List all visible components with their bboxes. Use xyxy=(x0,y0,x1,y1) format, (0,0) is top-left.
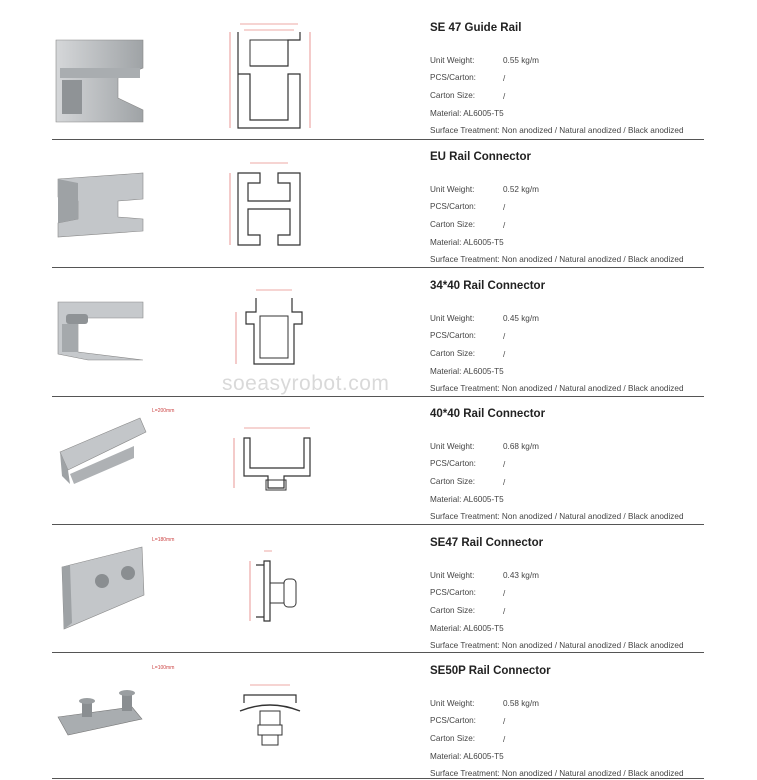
carton-size-value: / xyxy=(503,92,506,101)
weight-label: Unit Weight: xyxy=(430,56,475,65)
connector-photo xyxy=(48,139,158,267)
weight-label: Unit Weight: xyxy=(430,314,475,323)
carton-size-value: / xyxy=(503,221,506,230)
carton-size-label: Carton Size: xyxy=(430,220,476,229)
weight-value: 0.52 kg/m xyxy=(503,185,539,194)
spec-block xyxy=(430,268,730,396)
pcs-label: PCS/Carton: xyxy=(430,73,476,82)
weight-value: 0.43 kg/m xyxy=(503,571,539,580)
spec-block xyxy=(430,525,730,653)
material-text: Material: AL6005-T5 xyxy=(430,109,504,118)
carton-size-label: Carton Size: xyxy=(430,477,476,486)
weight-value: 0.68 kg/m xyxy=(503,442,539,451)
surface-treatment-text: Surface Treatment: Non anodized / Natural anodized / Black anodized xyxy=(430,384,684,393)
product-row xyxy=(0,10,757,138)
material-text: Material: AL6005-T5 xyxy=(430,238,504,247)
spec-block xyxy=(430,10,730,138)
connector-photo xyxy=(48,653,158,780)
surface-treatment-text: Surface Treatment: Non anodized / Natural anodized / Black anodized xyxy=(430,641,684,650)
pcs-label: PCS/Carton: xyxy=(430,588,476,597)
surface-treatment-text: Surface Treatment: Non anodized / Natural anodized / Black anodized xyxy=(430,255,684,264)
carton-size-label: Carton Size: xyxy=(430,349,476,358)
product-title: SE 47 Guide Rail xyxy=(430,22,522,34)
spec-block xyxy=(430,139,730,267)
carton-size-value: / xyxy=(503,478,506,487)
product-row xyxy=(0,139,757,267)
material-text: Material: AL6005-T5 xyxy=(430,752,504,761)
length-note: L=100mm xyxy=(152,665,175,671)
connector-photo xyxy=(48,268,158,396)
product-title: SE50P Rail Connector xyxy=(430,665,551,677)
length-note: L=200mm xyxy=(152,408,175,414)
surface-treatment-text: Surface Treatment: Non anodized / Natural anodized / Black anodized xyxy=(430,126,684,135)
pcs-label: PCS/Carton: xyxy=(430,459,476,468)
cross-section-drawing xyxy=(210,139,330,267)
connector-photo xyxy=(48,396,158,524)
weight-label: Unit Weight: xyxy=(430,442,475,451)
product-title: EU Rail Connector xyxy=(430,151,531,163)
weight-value: 0.58 kg/m xyxy=(503,699,539,708)
carton-size-label: Carton Size: xyxy=(430,606,476,615)
weight-value: 0.55 kg/m xyxy=(503,56,539,65)
surface-treatment-text: Surface Treatment: Non anodized / Natural anodized / Black anodized xyxy=(430,512,684,521)
cross-section-drawing xyxy=(210,396,330,524)
connector-photo xyxy=(48,525,158,653)
weight-label: Unit Weight: xyxy=(430,571,475,580)
watermark: soeasyrobot.com xyxy=(222,372,390,395)
pcs-value: / xyxy=(503,589,506,598)
carton-size-value: / xyxy=(503,607,506,616)
weight-label: Unit Weight: xyxy=(430,185,475,194)
carton-size-value: / xyxy=(503,735,506,744)
carton-size-label: Carton Size: xyxy=(430,734,476,743)
product-row xyxy=(0,653,757,780)
carton-size-value: / xyxy=(503,350,506,359)
rail-profile-photo xyxy=(48,10,158,138)
pcs-label: PCS/Carton: xyxy=(430,202,476,211)
material-text: Material: AL6005-T5 xyxy=(430,495,504,504)
pcs-value: / xyxy=(503,203,506,212)
length-note: L=180mm xyxy=(152,537,175,543)
product-title: 34*40 Rail Connector xyxy=(430,280,546,292)
product-row xyxy=(0,396,757,524)
pcs-value: / xyxy=(503,717,506,726)
pcs-label: PCS/Carton: xyxy=(430,716,476,725)
pcs-value: / xyxy=(503,74,506,83)
cross-section-drawing xyxy=(210,10,330,138)
material-text: Material: AL6005-T5 xyxy=(430,624,504,633)
product-title: SE47 Rail Connector xyxy=(430,537,544,549)
cross-section-drawing xyxy=(210,525,330,653)
weight-label: Unit Weight: xyxy=(430,699,475,708)
spec-block xyxy=(430,396,730,524)
weight-value: 0.45 kg/m xyxy=(503,314,539,323)
carton-size-label: Carton Size: xyxy=(430,91,476,100)
material-text: Material: AL6005-T5 xyxy=(430,367,504,376)
pcs-value: / xyxy=(503,460,506,469)
pcs-value: / xyxy=(503,332,506,341)
surface-treatment-text: Surface Treatment: Non anodized / Natural anodized / Black anodized xyxy=(430,769,684,778)
divider xyxy=(52,778,704,779)
pcs-label: PCS/Carton: xyxy=(430,331,476,340)
product-row xyxy=(0,525,757,653)
cross-section-drawing xyxy=(210,653,330,780)
product-title: 40*40 Rail Connector xyxy=(430,408,546,420)
spec-block xyxy=(430,653,730,780)
